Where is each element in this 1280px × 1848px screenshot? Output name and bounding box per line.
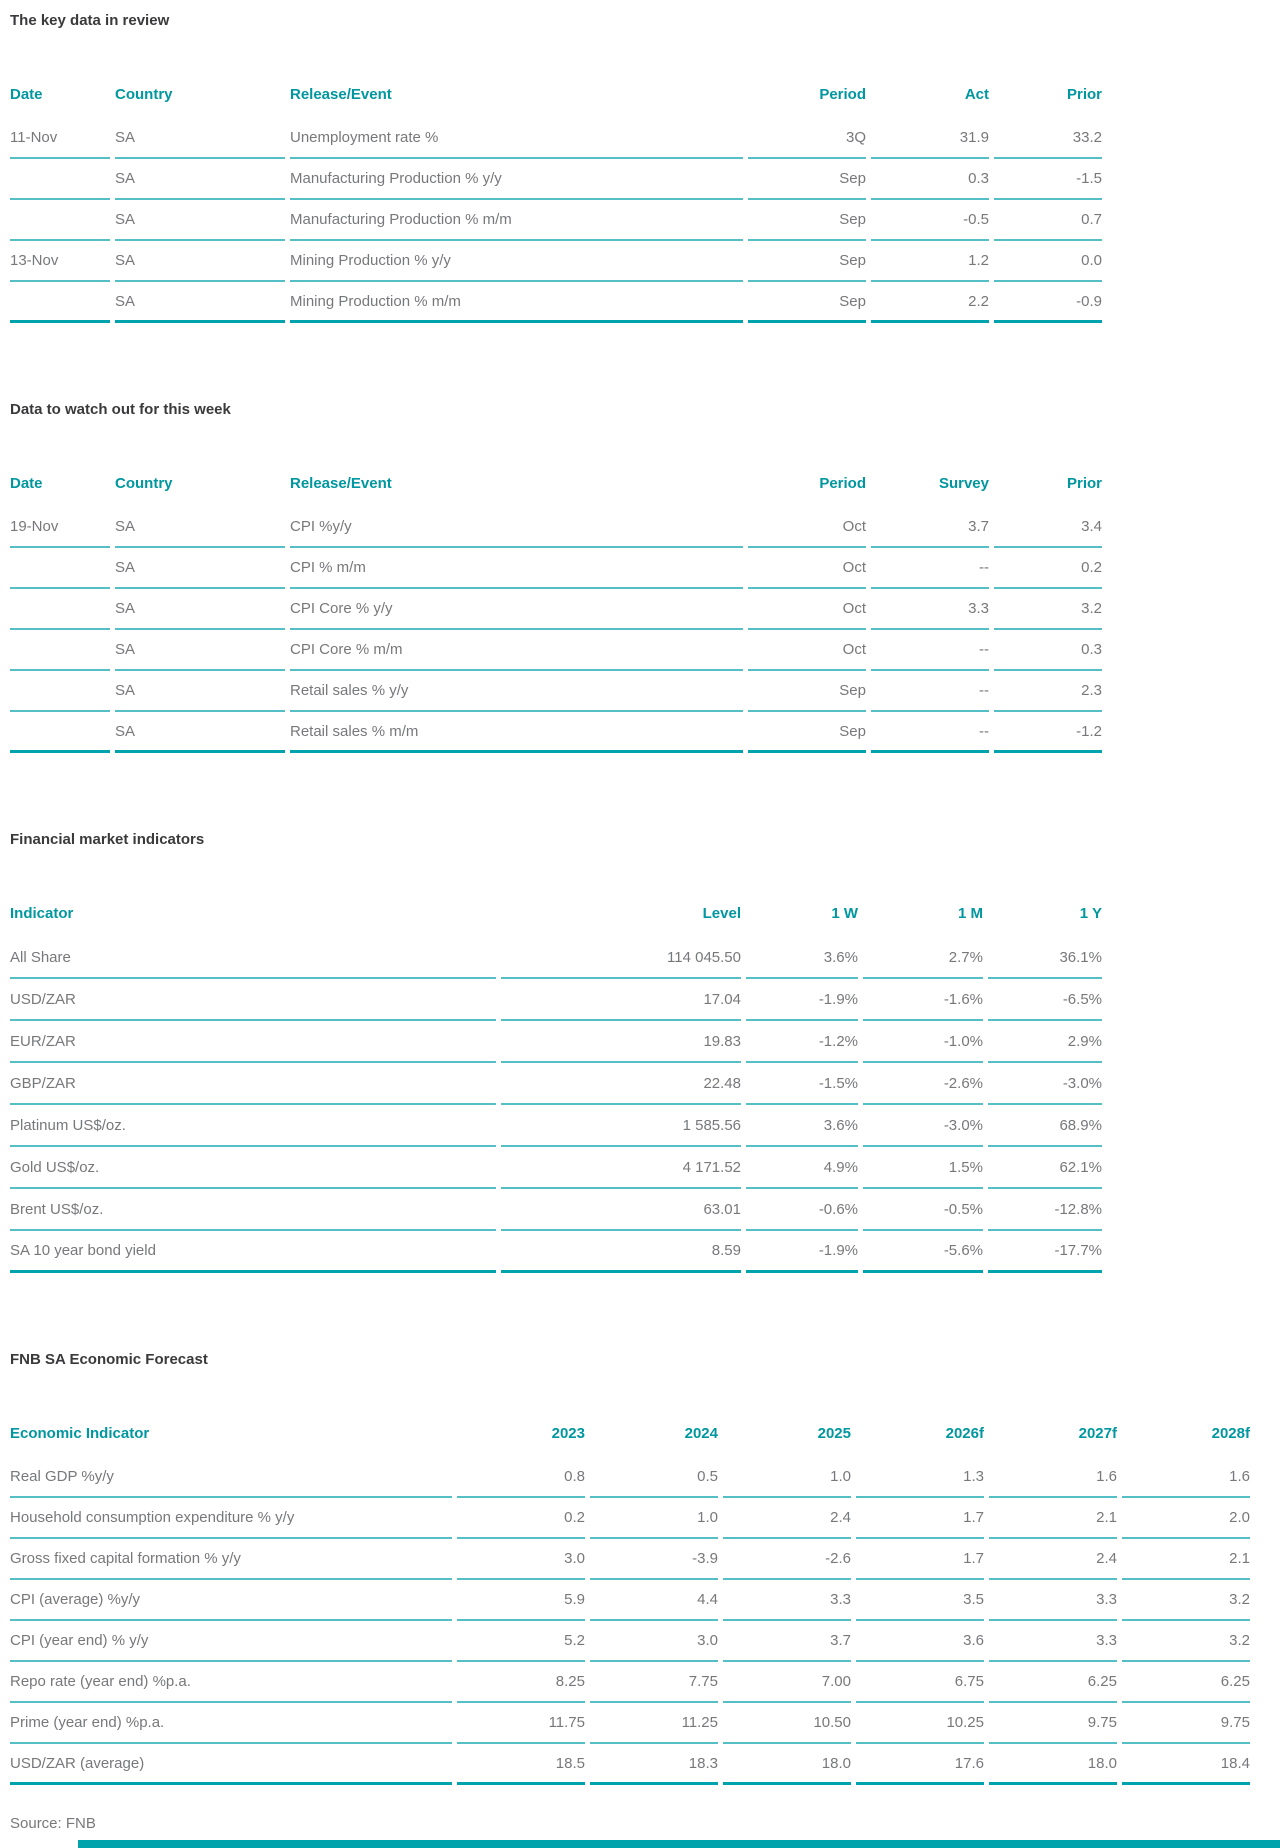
table-cell: 11.25 [590,1703,718,1744]
table-cell: 10.50 [723,1703,851,1744]
table-cell: -1.9% [746,1231,858,1273]
table-cell: Gross fixed capital formation % y/y [10,1539,452,1580]
table-row [10,282,1102,323]
table-cell: GBP/ZAR [10,1063,496,1105]
table-cell: 3.7 [871,507,989,548]
table-cell: SA [115,118,285,159]
table-cell [10,630,110,671]
column-header: Date [10,474,43,492]
table-cell: 2.0 [1122,1498,1250,1539]
table-cell: CPI Core % y/y [290,589,743,630]
column-header: Country [115,474,173,492]
table-cell: 68.9% [988,1105,1102,1147]
table-cell [10,548,110,589]
economic-forecast-table [5,1409,1255,1785]
column-header: 2025 [817,1424,851,1442]
table-header-row [10,459,1102,507]
table-cell: SA [115,241,285,282]
table-cell: -0.5 [871,200,989,241]
section-economic-forecast [10,1351,1280,1785]
table-cell [10,712,110,753]
section-financial-market-indicators [10,831,1280,1273]
table-row [10,589,1102,630]
table-header-row [10,70,1102,118]
table-cell: -1.2% [746,1021,858,1063]
table-cell: USD/ZAR [10,979,496,1021]
column-header: Period [819,474,866,492]
table-cell: 4.4 [590,1580,718,1621]
table-row [10,1539,1250,1580]
table-row [10,1457,1250,1498]
table-header-row [10,1409,1250,1457]
table-cell: Oct [748,589,866,630]
table-row [10,979,1102,1021]
table-cell: -5.6% [863,1231,983,1273]
table-cell: Oct [748,548,866,589]
column-header: Release/Event [290,474,392,492]
table-cell: -0.5% [863,1189,983,1231]
table-cell: 3.3 [989,1580,1117,1621]
column-header: 2024 [684,1424,718,1442]
financial-market-indicators-table [5,889,1107,1273]
table-cell: Manufacturing Production % m/m [290,200,743,241]
table-row [10,1580,1250,1621]
table-cell: -- [871,630,989,671]
table-cell: 18.4 [1122,1744,1250,1785]
table-cell: Household consumption expenditure % y/y [10,1498,452,1539]
column-header: 2027f [1078,1424,1117,1442]
table-cell: 3.3 [723,1580,851,1621]
table-row [10,630,1102,671]
table-cell: CPI % m/m [290,548,743,589]
table-cell: 4.9% [746,1147,858,1189]
table-cell: SA [115,282,285,323]
table-cell: 114 045.50 [501,937,741,979]
table-cell: 0.7 [994,200,1102,241]
table-row [10,548,1102,589]
data-to-watch-table [5,459,1107,753]
table-cell: 1 585.56 [501,1105,741,1147]
table-cell: 8.25 [457,1662,585,1703]
table-cell: Brent US$/oz. [10,1189,496,1231]
table-cell: 19-Nov [10,507,110,548]
table-cell: -1.0% [863,1021,983,1063]
table-cell: 1.0 [590,1498,718,1539]
table-cell: -3.9 [590,1539,718,1580]
table-cell: 3.2 [1122,1580,1250,1621]
table-cell: 31.9 [871,118,989,159]
table-row [10,1498,1250,1539]
table-row [10,200,1102,241]
table-cell: Retail sales % y/y [290,671,743,712]
table-cell [10,589,110,630]
table-cell: 2.1 [989,1498,1117,1539]
table-row [10,1063,1102,1105]
column-header: Country [115,85,173,103]
table-cell: SA 10 year bond yield [10,1231,496,1273]
table-cell: 11.75 [457,1703,585,1744]
table-cell: 8.59 [501,1231,741,1273]
table-row [10,118,1102,159]
table-cell: Oct [748,507,866,548]
table-cell: Unemployment rate % [290,118,743,159]
table-cell [10,159,110,200]
table-cell: -1.9% [746,979,858,1021]
table-cell: SA [115,589,285,630]
column-header: 2026f [945,1424,984,1442]
table-cell: Sep [748,671,866,712]
table-cell: 1.7 [856,1498,984,1539]
table-cell: Gold US$/oz. [10,1147,496,1189]
table-cell: Mining Production % y/y [290,241,743,282]
table-cell: 62.1% [988,1147,1102,1189]
column-header: Prior [1066,85,1102,103]
table-cell: 2.2 [871,282,989,323]
table-cell: 0.2 [457,1498,585,1539]
table-cell: 0.3 [871,159,989,200]
table-cell: 3.3 [871,589,989,630]
table-row [10,1703,1250,1744]
table-cell: All Share [10,937,496,979]
table-cell: 2.7% [863,937,983,979]
column-header: Level [702,904,741,922]
table-cell: 36.1% [988,937,1102,979]
table-row [10,1231,1102,1273]
table-cell: -2.6 [723,1539,851,1580]
table-cell: 3.6 [856,1621,984,1662]
table-row [10,1189,1102,1231]
table-cell: 3.5 [856,1580,984,1621]
table-cell: EUR/ZAR [10,1021,496,1063]
table-cell: USD/ZAR (average) [10,1744,452,1785]
table-cell: -- [871,712,989,753]
table-cell: SA [115,159,285,200]
table-cell: 63.01 [501,1189,741,1231]
table-row [10,1744,1250,1785]
footer-accent-bar [78,1840,1280,1848]
table-cell: 2.4 [989,1539,1117,1580]
table-cell: CPI %y/y [290,507,743,548]
table-cell: 17.6 [856,1744,984,1785]
table-cell: 3.2 [1122,1621,1250,1662]
table-cell: -1.5 [994,159,1102,200]
table-cell: 18.3 [590,1744,718,1785]
table-cell: SA [115,548,285,589]
table-row [10,1021,1102,1063]
table-cell: 6.25 [989,1662,1117,1703]
table-cell: -6.5% [988,979,1102,1021]
table-cell: SA [115,507,285,548]
table-cell [10,200,110,241]
table-cell: 7.75 [590,1662,718,1703]
table-cell: 9.75 [1122,1703,1250,1744]
table-cell: 3.6% [746,937,858,979]
table-cell: 0.0 [994,241,1102,282]
table-cell: 13-Nov [10,241,110,282]
table-cell: Real GDP %y/y [10,1457,452,1498]
table-cell [10,671,110,712]
table-cell: 7.00 [723,1662,851,1703]
table-cell: 0.8 [457,1457,585,1498]
table-cell: CPI (year end) % y/y [10,1621,452,1662]
column-header: 2028f [1211,1424,1250,1442]
table-cell: Sep [748,159,866,200]
section-title-key-data: The key data in review [10,12,170,29]
table-row [10,671,1102,712]
table-cell: 1.6 [989,1457,1117,1498]
table-cell: CPI (average) %y/y [10,1580,452,1621]
section-title-economic-forecast: FNB SA Economic Forecast [10,1351,208,1368]
column-header: Period [819,85,866,103]
column-header: Act [964,85,989,103]
table-row [10,937,1102,979]
table-cell: Mining Production % m/m [290,282,743,323]
table-cell: Oct [748,630,866,671]
table-cell: -1.5% [746,1063,858,1105]
table-row [10,1621,1250,1662]
column-header: Indicator [10,904,74,922]
table-cell: Sep [748,241,866,282]
table-cell: 11-Nov [10,118,110,159]
column-header: Date [10,85,43,103]
column-header: 1 Y [1079,904,1102,922]
table-cell: -3.0% [988,1063,1102,1105]
table-cell: 19.83 [501,1021,741,1063]
table-cell: Sep [748,282,866,323]
table-cell: 4 171.52 [501,1147,741,1189]
table-cell: 2.3 [994,671,1102,712]
table-cell: 22.48 [501,1063,741,1105]
table-cell: 1.3 [856,1457,984,1498]
table-row [10,507,1102,548]
table-cell: 3.2 [994,589,1102,630]
table-cell [10,282,110,323]
table-cell: Manufacturing Production % y/y [290,159,743,200]
table-cell: -- [871,548,989,589]
table-cell: 18.0 [989,1744,1117,1785]
table-cell: Repo rate (year end) %p.a. [10,1662,452,1703]
table-cell: 2.9% [988,1021,1102,1063]
table-cell: 0.2 [994,548,1102,589]
table-cell: -12.8% [988,1189,1102,1231]
table-cell: CPI Core % m/m [290,630,743,671]
column-header: Prior [1066,474,1102,492]
table-cell: 1.7 [856,1539,984,1580]
table-cell: Prime (year end) %p.a. [10,1703,452,1744]
table-cell: 0.3 [994,630,1102,671]
table-cell: 6.75 [856,1662,984,1703]
table-cell: Sep [748,712,866,753]
table-cell: 2.1 [1122,1539,1250,1580]
table-cell: -17.7% [988,1231,1102,1273]
table-cell: SA [115,630,285,671]
key-data-review-table [5,70,1107,323]
column-header: Release/Event [290,85,392,103]
table-cell: 3.3 [989,1621,1117,1662]
table-row [10,241,1102,282]
table-header-row [10,889,1102,937]
column-header: 2023 [551,1424,585,1442]
table-cell: 3.0 [457,1539,585,1580]
table-cell: Platinum US$/oz. [10,1105,496,1147]
table-cell: -3.0% [863,1105,983,1147]
column-header: Economic Indicator [10,1424,150,1442]
table-cell: 2.4 [723,1498,851,1539]
source-note: Source: FNB [10,1815,96,1832]
section-title-financial-market: Financial market indicators [10,831,205,848]
table-cell: 3.6% [746,1105,858,1147]
table-cell: -- [871,671,989,712]
table-row [10,1147,1102,1189]
table-cell: SA [115,671,285,712]
table-cell: -1.6% [863,979,983,1021]
table-cell: 17.04 [501,979,741,1021]
table-cell: -2.6% [863,1063,983,1105]
table-cell: 1.0 [723,1457,851,1498]
table-row [10,159,1102,200]
table-cell: 9.75 [989,1703,1117,1744]
table-cell: 33.2 [994,118,1102,159]
table-cell: 1.2 [871,241,989,282]
table-cell: 5.9 [457,1580,585,1621]
table-cell: -0.9 [994,282,1102,323]
table-cell: 6.25 [1122,1662,1250,1703]
table-cell: 10.25 [856,1703,984,1744]
table-cell: Sep [748,200,866,241]
table-cell: 0.5 [590,1457,718,1498]
section-title-data-to-watch: Data to watch out for this week [10,401,231,418]
column-header: 1 M [957,904,983,922]
table-row [10,1662,1250,1703]
section-key-data-in-review [10,12,1280,323]
column-header: Survey [938,474,989,492]
table-cell: 3Q [748,118,866,159]
table-cell: SA [115,200,285,241]
table-cell: 1.5% [863,1147,983,1189]
table-cell: 3.4 [994,507,1102,548]
table-cell: 5.2 [457,1621,585,1662]
section-data-to-watch [10,401,1280,753]
table-cell: Retail sales % m/m [290,712,743,753]
table-cell: 3.0 [590,1621,718,1662]
table-cell: 3.7 [723,1621,851,1662]
table-cell: -0.6% [746,1189,858,1231]
table-cell: 18.5 [457,1744,585,1785]
column-header: 1 W [831,904,858,922]
table-cell: 1.6 [1122,1457,1250,1498]
table-cell: 18.0 [723,1744,851,1785]
table-row [10,1105,1102,1147]
table-cell: SA [115,712,285,753]
table-cell: -1.2 [994,712,1102,753]
table-row [10,712,1102,753]
